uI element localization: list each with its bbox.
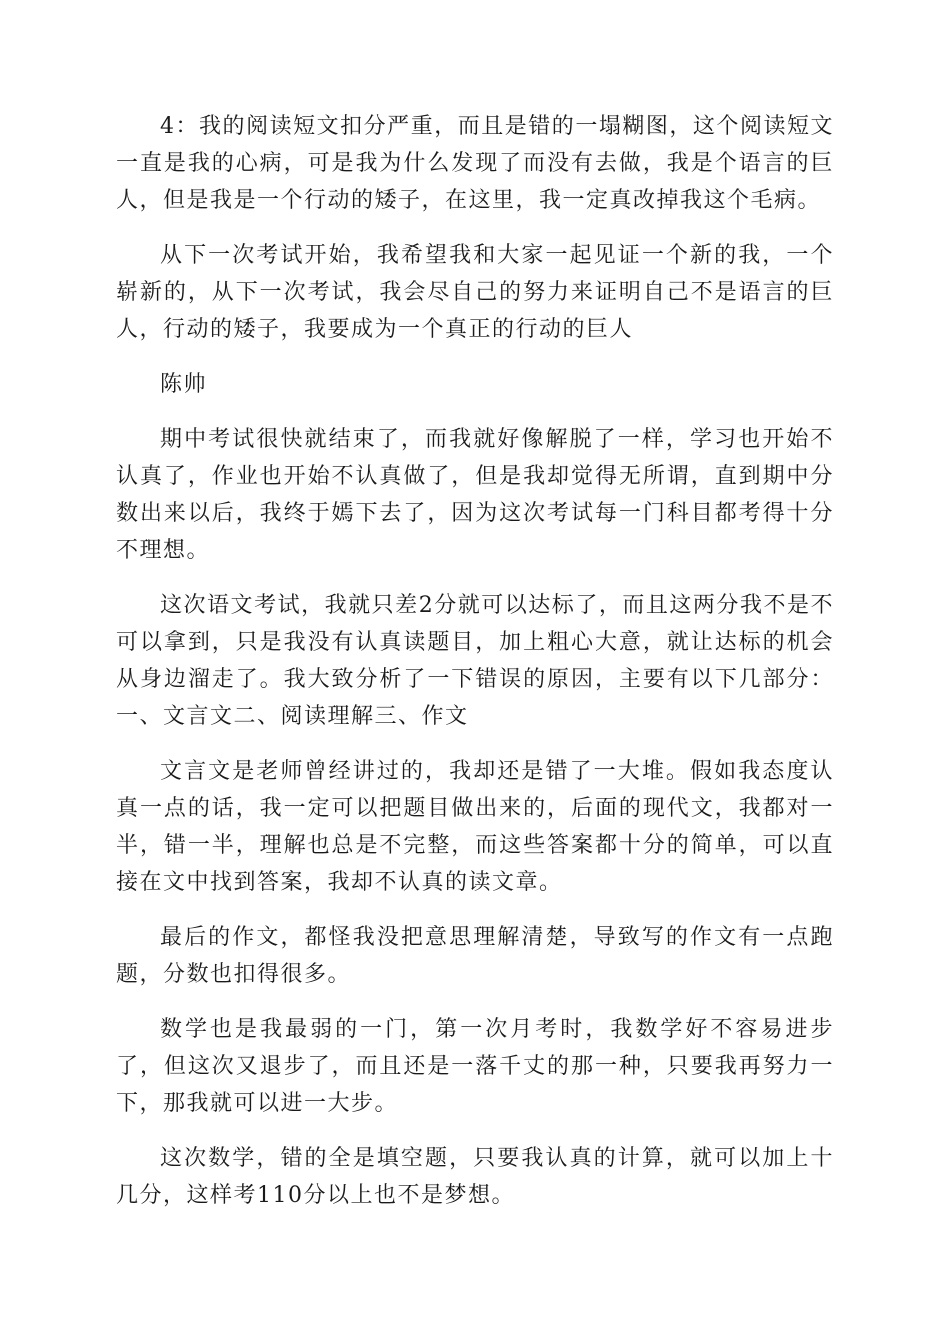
paragraph-reading-deduction: 4：我的阅读短文扣分严重，而且是错的一塌糊图，这个阅读短文一直是我的心病，可是我为什么发现了而没有去做，我是个语言的巨人，但是我是一个行动的矮子，在这里，我一定真改掉我这个毛病。 [116,114,834,213]
document-page [116,108,834,1232]
paragraph-classical-chinese: 文言文是老师曾经讲过的，我却还是错了一大堆。假如我态度认真一点的话，我一定可以把题目做出来的，后面的现代文，我都对一半，错一半，理解也总是不完整，而这些答案都十分的简单，可以直接在文中找到答案，我却不认真的读文章。 [116,759,834,895]
paragraph-composition: 最后的作文，都怪我没把意思理解清楚，导致写的作文有一点跑题，分数也扣得很多。 [116,925,834,987]
paragraph-math-fill-in-blanks: 这次数学，错的全是填空题，只要我认真的计算，就可以加上十几分，这样考110分以上也不是梦想。 [116,1146,834,1208]
author-name: 陈帅 [160,372,208,397]
paragraph-math-weakness: 数学也是我最弱的一门，第一次月考时，我数学好不容易进步了，但这次又退步了，而且还是一落千丈的那一种，只要我再努力一下，那我就可以进一大步。 [116,1017,834,1116]
paragraph-chinese-exam: 这次语文考试，我就只差2分就可以达标了，而且这两分我不是不可以拿到，只是我没有认真读题目，加上粗心大意，就让达标的机会从身边溜走了。我大致分析了一下错误的原因，主要有以下几部分：一、文言文二、阅读理解三、作文 [116,593,834,729]
paragraph-next-exam-resolution: 从下一次考试开始，我希望我和大家一起见证一个新的我，一个崭新的，从下一次考试，我会尽自己的努力来证明自己不是语言的巨人，行动的矮子，我要成为一个真正的行动的巨人 [116,243,834,342]
paragraph-midterm-results: 期中考试很快就结束了，而我就好像解脱了一样，学习也开始不认真了，作业也开始不认真做了，但是我却觉得无所谓，直到期中分数出来以后，我终于嫣下去了，因为这次考试每一门科目都考得十分不理想。 [116,427,834,563]
